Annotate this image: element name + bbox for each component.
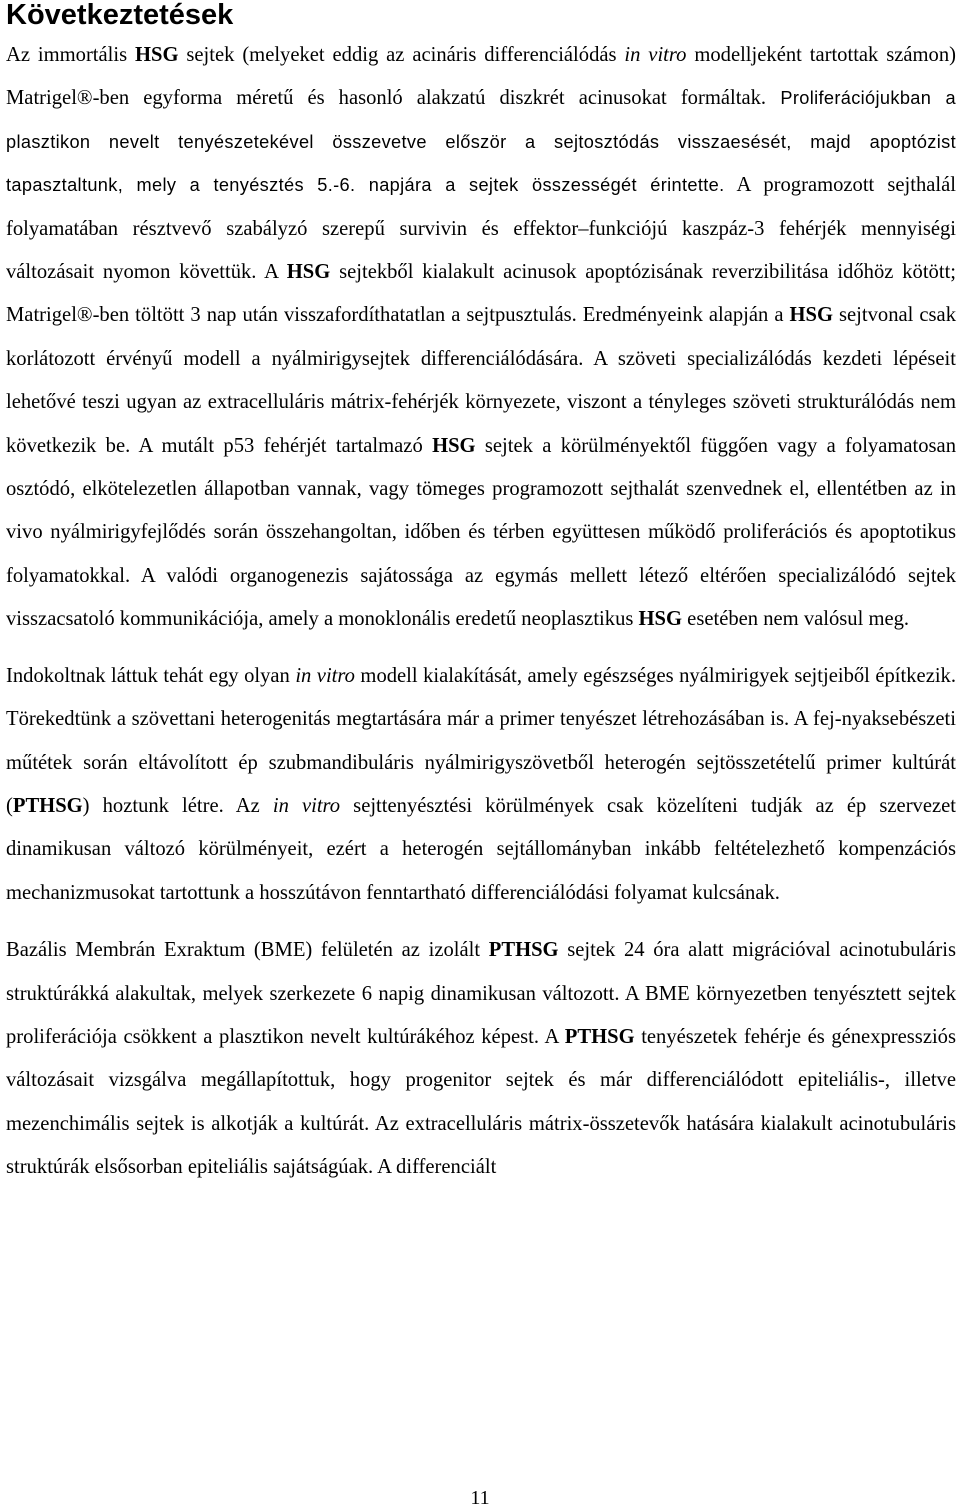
text-run: A programozott sejthalál folyamatában résztvevő szabályzó szerepű survivin és effektor–funkciójú kaszpáz-3 fehérjék mennyiségi változásait nyomon követtük. A — [6, 174, 956, 284]
text-run: modell kialakítását, amely egészséges nyálmirigyek sejtjeiből építkezik. Törekedtünk a szövettani heterogenitás megtartására már a primer tenyészet létrehozásában is. A fej-nyaksebészeti műtétek során eltávolított ép szubmandibuláris nyálmirigyszövetből heterogén sejtösszetételű primer kultúrát ( — [6, 664, 956, 817]
page-number: 11 — [470, 1487, 490, 1509]
text-run: -ben töltött 3 nap után visszafordíthatatlan a sejtpusztulás. Eredményeink alapján a — [92, 304, 790, 327]
emphasis-in-vitro: in vitro — [624, 44, 687, 66]
emphasis-hsg: HSG — [638, 608, 683, 631]
text-run: sejtek (melyeket eddig az acináris differenciálódás — [178, 44, 625, 66]
text-run: modelljeként tartottak számon) Matrigel — [6, 44, 956, 110]
emphasis-hsg: HSG — [432, 434, 476, 457]
emphasis-pthsg: PTHSG — [488, 939, 559, 962]
emphasis-pthsg: PTHSG — [564, 1025, 635, 1048]
text-run: -ben egyforma méretű és hasonló alakzatú diszkrét acinusokat formáltak. — [92, 87, 767, 110]
section-heading: Következtetések — [6, 0, 234, 31]
emphasis-in-vitro: in vitro — [272, 794, 341, 817]
emphasis-in-vitro: in vitro — [295, 664, 355, 687]
emphasis-pthsg: PTHSG — [12, 794, 83, 817]
emphasis-hsg: HSG — [135, 44, 179, 66]
text-run: tenyészetek fehérje és génexpressziós változásait vizsgálva megállapítottuk, hogy progenitor sejtek és már differenciálódott epiteliális-, illetve mezenchimális sejtek is alkotják a kultúrát. Az extracelluláris mátrix-összetevők hatására kialakult acinotubuláris struktúrák elsősorban epiteliális sajátságúak. A differenciált — [6, 1025, 956, 1179]
paragraph-2 — [6, 655, 956, 915]
text-run: Az immortális — [6, 44, 136, 66]
text-run: sejtvonal csak korlátozott érvényű modell a nyálmirigysejtek differenciálódására. A szöveti specializálódás kezdeti lépéseit lehetővé teszi ugyan az extracelluláris mátrix-fehérjék környezete, viszont a tényleges szöveti strukturálódás nem következik be. A mutált p53 fehérjét tartalmazó — [6, 304, 956, 457]
text-run: esetében nem valósul meg. — [682, 608, 910, 631]
text-run: sejtek 24 óra alatt migrációval acinotubuláris struktúrákká alakultak, melyek szerkezete 6 napig dinamikusan változott. A BME környezetben tenyésztett sejtek proliferációja csökkent a plasztikon nevelt kultúrákéhoz képest. A — [6, 939, 956, 1048]
text-run: Bazális Membrán Exraktum (BME) felületén az izolált — [6, 939, 489, 962]
text-run: Indokoltnak láttuk tehát egy olyan — [6, 664, 296, 687]
text-run: sejtekből kialakult acinusok apoptózisának reverzibilitása időhöz kötött; Matrigel — [6, 261, 957, 327]
text-run: sejtek a körülményektől függően vagy a folyamatosan osztódó, elkötelezetlen állapotban vannak, vagy tömeges programozott sejthalát szenvednek el, ellentétben az in vivo nyálmirigyfejlődés során összehangoltan, időben és térben együttesen működő proliferációs és apoptotikus folyamatokkal. A valódi organogenezis sajátossága az egymás mellett létező eltérően specializálódó sejtek visszacsatoló kommunikációja, amely a monoklonális eredetű neoplasztikus — [6, 434, 956, 631]
emphasis-hsg: HSG — [286, 261, 331, 284]
registered-mark: ® — [76, 304, 93, 327]
paragraph-3 — [6, 929, 956, 1189]
text-run: ) hoztunk létre. Az — [82, 794, 273, 817]
registered-mark: ® — [76, 87, 93, 110]
text-run-sans: Proliferációjukban a plasztikon nevelt tenyészetekével összevetve először a sejtosztódás visszaesését, majd apoptózist tapasztaltunk, mely a tenyésztés 5.-6. napjára a sejtek összességét érintette. — [6, 88, 956, 196]
paragraph-1 — [6, 34, 956, 642]
emphasis-hsg: HSG — [789, 304, 834, 327]
text-run: sejttenyésztési körülmények csak közelíteni tudják az ép szervezet dinamikusan változó körülményeit, ezért a heterogén sejtállományban inkább feltételezhető kompenzációs mechanizmusokat tartottunk a hosszútávon fenntartható differenciálódási folyamat kulcsának. — [6, 794, 956, 904]
body-text — [6, 34, 956, 1204]
